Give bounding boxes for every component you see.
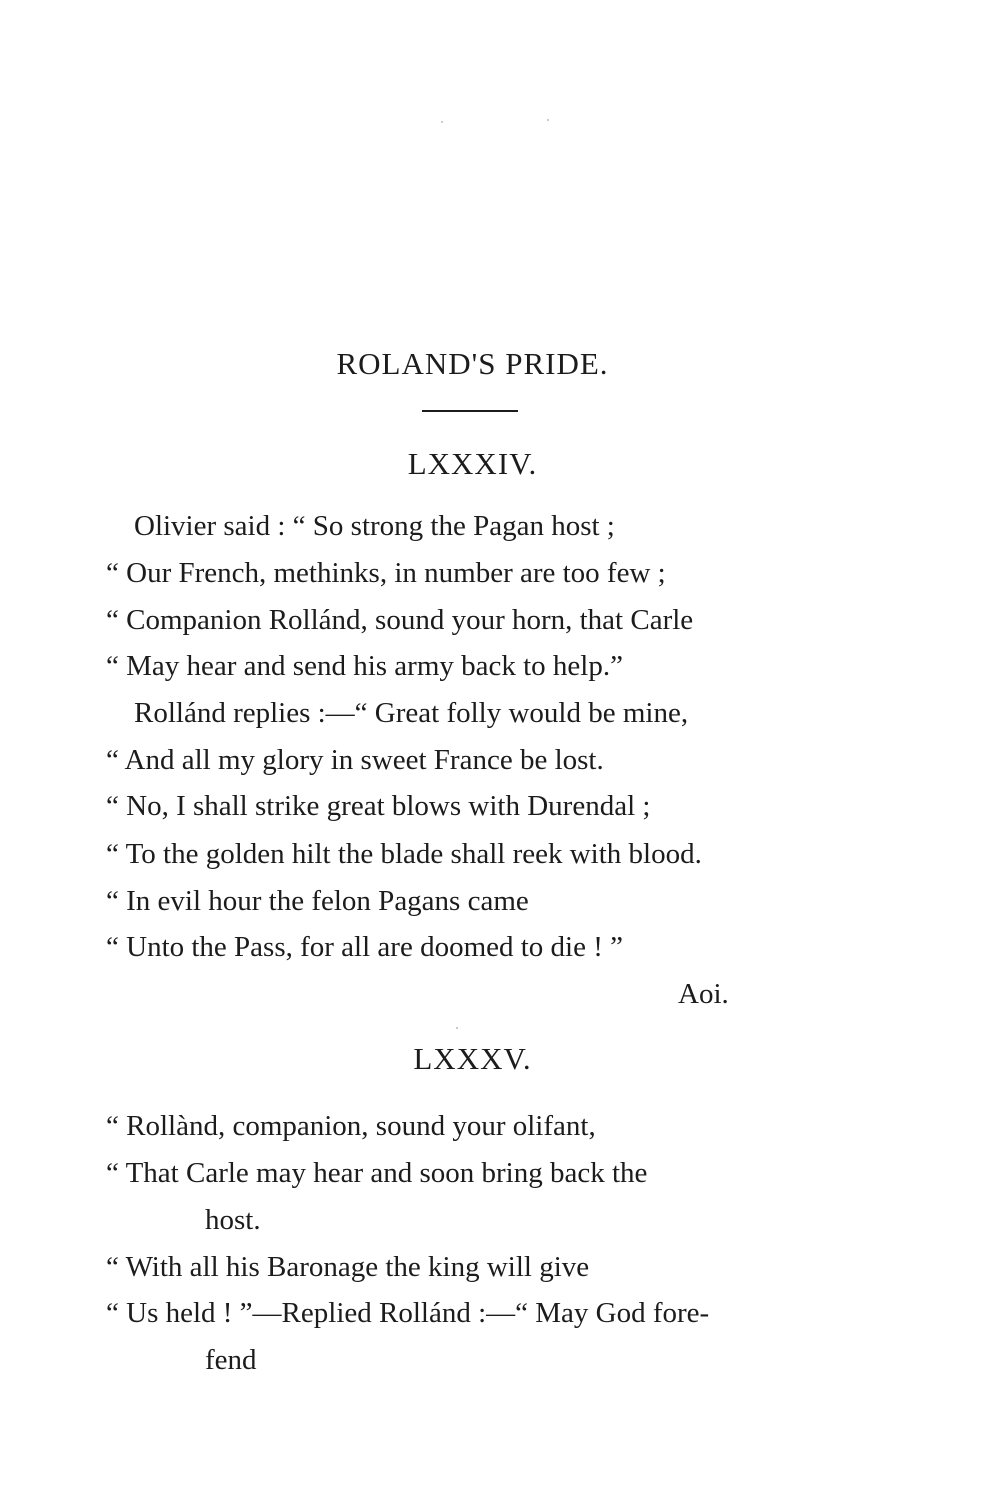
verse-line: “ In evil hour the felon Pagans came — [106, 885, 529, 917]
title-divider — [422, 410, 518, 412]
print-speck — [456, 1027, 458, 1029]
verse-line: “ That Carle may hear and soon bring back the — [106, 1157, 648, 1189]
verse-line: Rollánd replies :—“ Great folly would be mine, — [134, 697, 689, 729]
print-speck — [547, 119, 549, 121]
page-title: ROLAND'S PRIDE. — [336, 346, 609, 381]
verse-line: “ With all his Baronage the king will give — [106, 1251, 590, 1283]
verse-line: “ May hear and send his army back to help.” — [106, 650, 623, 682]
verse-line: “ No, I shall strike great blows with Durendal ; — [106, 790, 651, 822]
verse-line: “ Companion Rollánd, sound your horn, that Carle — [106, 604, 694, 636]
refrain-aoi: Aoi. — [678, 978, 729, 1010]
verse-line: Olivier said : “ So strong the Pagan host ; — [134, 510, 615, 542]
verse-line: “ To the golden hilt the blade shall reek with blood. — [106, 838, 702, 870]
verse-line: “ Our French, methinks, in number are too few ; — [106, 557, 666, 589]
verse-line: “ Rollànd, companion, sound your olifant, — [106, 1110, 596, 1142]
print-speck — [441, 121, 443, 123]
verse-line-continuation: fend — [205, 1344, 257, 1376]
stanza-number: LXXXV. — [413, 1041, 532, 1076]
verse-line: “ Unto the Pass, for all are doomed to die ! ” — [106, 931, 624, 963]
verse-line: “ Us held ! ”—Replied Rollánd :—“ May God fore- — [106, 1297, 710, 1329]
verse-line: “ And all my glory in sweet France be lost. — [106, 744, 604, 776]
verse-line-continuation: host. — [205, 1204, 261, 1236]
stanza-number: LXXXIV. — [407, 446, 538, 481]
